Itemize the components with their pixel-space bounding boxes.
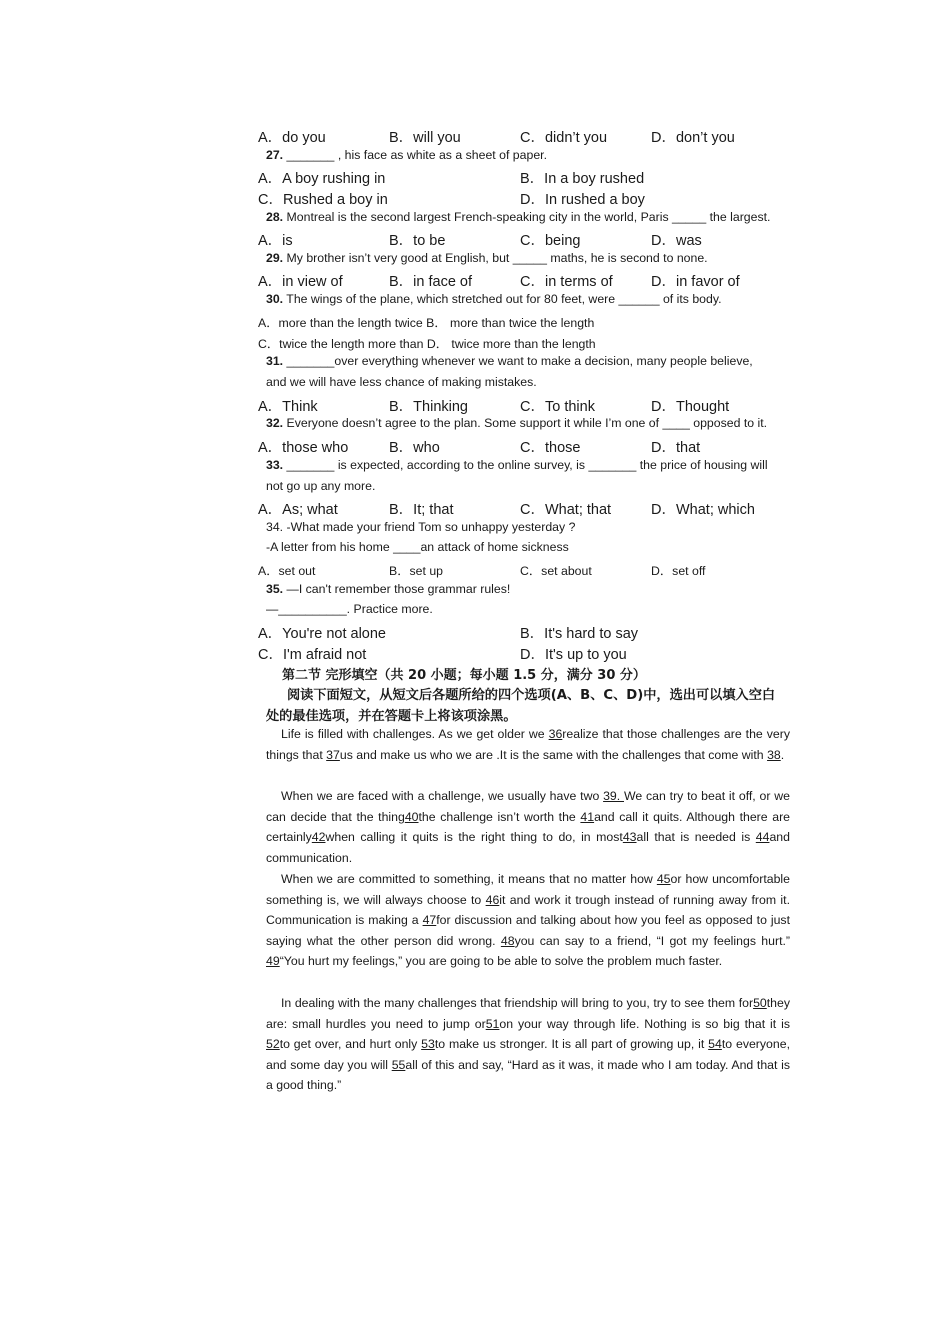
q28-option-b: B．to be xyxy=(389,233,446,249)
blank-number: 37 xyxy=(326,747,340,762)
passage-text: when calling it quits is the right thing to do, in most xyxy=(325,830,623,845)
passage-text: “You hurt my feelings,” you are going to be able to solve the problem much faster. xyxy=(279,954,723,969)
q26-option-a: A．do you xyxy=(258,130,326,146)
q29-option-d: D．in favor of xyxy=(651,274,740,290)
q33-option-b: B．It; that xyxy=(389,502,454,518)
q28-option-c: C．being xyxy=(520,233,581,249)
q28-option-d: D．was xyxy=(651,233,702,249)
q30-options-row1: A．more than the length twice B． more than twice the length xyxy=(258,316,595,330)
q27-option-c: C．Rushed a boy in xyxy=(258,192,388,208)
blank-number: 50 xyxy=(753,996,767,1010)
section-instructions-line1: 阅读下面短文，从短文后各题所给的四个选项(A、B、C、D)中，选出可以填入空白 xyxy=(287,688,776,703)
q30-options-row2: C．twice the length more than D． twice more than the length xyxy=(258,337,596,351)
passage-text: . xyxy=(780,747,785,762)
q29-option-a: A．in view of xyxy=(258,274,343,290)
passage-text: We can try to beat it off, or we can decide that the thing xyxy=(266,789,790,824)
passage-text: and communication. xyxy=(266,830,790,865)
q31-text: _______over everything whenever we want to make a decision, many people believe, xyxy=(283,354,753,368)
q32-option-b: B．who xyxy=(389,440,440,456)
q27-stem xyxy=(266,148,547,162)
passage-text: us and make us who we are .It is the same with the challenges that come with xyxy=(339,747,768,762)
q28-stem xyxy=(266,210,770,224)
q28-text: Montreal is the second largest French-speaking city in the world, Paris _____ the largest. xyxy=(283,210,771,224)
q35-option-c: C．I'm afraid not xyxy=(258,647,367,663)
q35-number: 35. xyxy=(266,582,284,596)
blank-number: 52 xyxy=(266,1037,280,1052)
passage-text: it and work it trough instead of running away from it. Communication is making a xyxy=(266,892,790,928)
q29-option-c: C．in terms of xyxy=(520,274,613,290)
passage-text: When we are faced with a challenge, we usually have two xyxy=(281,789,604,803)
blank-number: 51 xyxy=(485,1016,500,1031)
q28-option-a: A．is xyxy=(258,233,293,249)
blank-number: 49 xyxy=(266,954,280,969)
passage-text: When we are committed to something, it means that no matter how xyxy=(281,872,657,886)
passage-text: Life is filled with challenges. As we get older we xyxy=(281,727,549,741)
passage-text: to everyone, and some day you will xyxy=(266,1037,790,1072)
q29-options xyxy=(258,270,798,290)
q33-text: _______ is expected, according to the online survey, is _______ the price of housing will xyxy=(283,458,768,472)
q34-number: 34. xyxy=(266,520,284,534)
passage-text: to get over, and hurt only xyxy=(279,1037,422,1052)
q27-option-d: D．In rushed a boy xyxy=(520,192,645,208)
q32-options xyxy=(258,436,798,456)
q29-text: My brother isn’t very good at English, but _____ maths, he is second to none. xyxy=(283,251,708,265)
q31-option-d: D．Thought xyxy=(651,399,730,415)
q35-stem xyxy=(266,582,510,596)
q31-option-c: C．To think xyxy=(520,399,595,415)
blank-number: 48 xyxy=(500,933,515,948)
blank-number: 36 xyxy=(548,727,563,741)
q30-number: 30. xyxy=(266,292,284,306)
q34-stem xyxy=(266,520,575,534)
q30-text: The wings of the plane, which stretched out for 80 feet, were ______ of its body. xyxy=(283,292,722,306)
q34-stem-continued: -A letter from his home ____an attack of home sickness xyxy=(266,540,569,554)
q27-options-row1 xyxy=(258,167,798,187)
q33-number: 33. xyxy=(266,458,284,472)
q31-number: 31. xyxy=(266,354,284,368)
q31-stem xyxy=(266,354,753,368)
q34-text: -What made your friend Tom so unhappy yesterday ? xyxy=(283,520,576,534)
q27-text: _______ , his face as white as a sheet of paper. xyxy=(283,148,547,162)
q29-option-b: B．in face of xyxy=(389,274,473,290)
q31-option-b: B．Thinking xyxy=(389,399,468,415)
q26-option-d: D．don’t you xyxy=(651,130,735,146)
q33-stem-continued: not go up any more. xyxy=(266,479,376,493)
q28-number: 28. xyxy=(266,210,284,224)
passage-text: for discussion and talking about how you feel as opposed to just saying what the other person did wrong. xyxy=(266,913,790,948)
passage-text: all of this and say, “Hard as it was, it made who I am today. And that is a good thing.” xyxy=(266,1057,790,1093)
q29-number: 29. xyxy=(266,251,284,265)
section-instructions-line2: 处的最佳选项，并在答题卡上将该项涂黑。 xyxy=(266,709,517,724)
blank-number: 45 xyxy=(656,872,671,886)
q34-options xyxy=(258,561,798,579)
q35-options-row1 xyxy=(258,622,798,642)
blank-number: 54 xyxy=(708,1037,722,1052)
q33-option-c: C．What; that xyxy=(520,502,612,518)
passage-text: all that is needed is xyxy=(636,830,756,845)
passage-text: they are: small hurdles you need to jump or xyxy=(266,996,790,1031)
passage-text: or how uncomfortable something is, we will always choose to xyxy=(266,872,791,907)
q33-options xyxy=(258,498,798,518)
q27-option-b: B．In a boy rushed xyxy=(520,171,645,187)
q32-text: Everyone doesn’t agree to the plan. Some support it while I’m one of ____ opposed to it. xyxy=(283,416,768,430)
blank-number: 53 xyxy=(421,1037,435,1052)
q35-option-d: D．It's up to you xyxy=(520,647,627,663)
q34-option-c: C．set about xyxy=(520,564,592,578)
q32-option-d: D．that xyxy=(651,440,701,456)
passage-text: you can say to a friend, “I got my feelings hurt.” xyxy=(514,933,790,948)
passage-text: In dealing with the many challenges that friendship will bring to you, try to see them for xyxy=(281,996,754,1010)
blank-number: 39. xyxy=(603,789,624,803)
q27-number: 27. xyxy=(266,148,284,162)
q26-option-c: C．didn’t you xyxy=(520,130,608,146)
passage-text: realize that those challenges are the very things that xyxy=(266,727,790,762)
blank-number: 44 xyxy=(755,830,770,845)
q27-options-row2 xyxy=(258,188,798,208)
q35-option-b: B．It's hard to say xyxy=(520,626,639,642)
q34-option-b: B．set up xyxy=(389,564,443,578)
section-heading: 第二节 完形填空（共 20 小题；每小题 1.5 分，满分 30 分） xyxy=(282,668,646,683)
q32-option-c: C．those xyxy=(520,440,581,456)
q33-option-a: A．As; what xyxy=(258,502,338,518)
q33-stem xyxy=(266,458,768,472)
passage-text: on your way through life. Nothing is so big that it is xyxy=(499,1016,791,1031)
q29-stem xyxy=(266,251,708,265)
q33-option-d: D．What; which xyxy=(651,502,755,518)
q31-option-a: A．Think xyxy=(258,399,318,415)
q35-options-row2 xyxy=(258,643,798,663)
q34-option-d: D．set off xyxy=(651,564,706,578)
blank-number: 43 xyxy=(622,830,637,845)
blank-number: 42 xyxy=(311,830,326,845)
passage-paragraph-4 xyxy=(266,993,790,1096)
q32-number: 32. xyxy=(266,416,284,430)
q31-stem-continued: and we will have less chance of making mistakes. xyxy=(266,375,537,389)
q27-option-a: A．A boy rushing in xyxy=(258,171,386,187)
blank-number: 55 xyxy=(391,1057,406,1072)
passage-text: to make us stronger. It is all part of growing up, it xyxy=(434,1037,709,1052)
blank-number: 41 xyxy=(580,809,595,824)
q28-options xyxy=(258,229,798,249)
blank-number: 40 xyxy=(404,809,419,824)
passage-paragraph-2 xyxy=(266,786,790,868)
passage-paragraph-3 xyxy=(266,869,790,972)
q31-options xyxy=(258,395,798,415)
q32-stem xyxy=(266,416,767,430)
q35-text: —I can't remember those grammar rules! xyxy=(283,582,511,596)
blank-number: 47 xyxy=(422,913,437,928)
q26-option-b: B．will you xyxy=(389,130,461,146)
q35-stem-continued: —__________. Practice more. xyxy=(266,602,433,616)
q35-option-a: A．You're not alone xyxy=(258,626,386,642)
blank-number: 46 xyxy=(485,892,500,907)
q32-option-a: A．those who xyxy=(258,440,349,456)
q26-options xyxy=(258,126,798,146)
blank-number: 38 xyxy=(767,747,781,762)
passage-text: and call it quits. Although there are certainly xyxy=(266,809,790,845)
q34-option-a: A．set out xyxy=(258,564,316,578)
q30-stem xyxy=(266,292,722,306)
passage-paragraph-1 xyxy=(266,724,790,765)
passage-text: the challenge isn’t worth the xyxy=(418,809,581,824)
